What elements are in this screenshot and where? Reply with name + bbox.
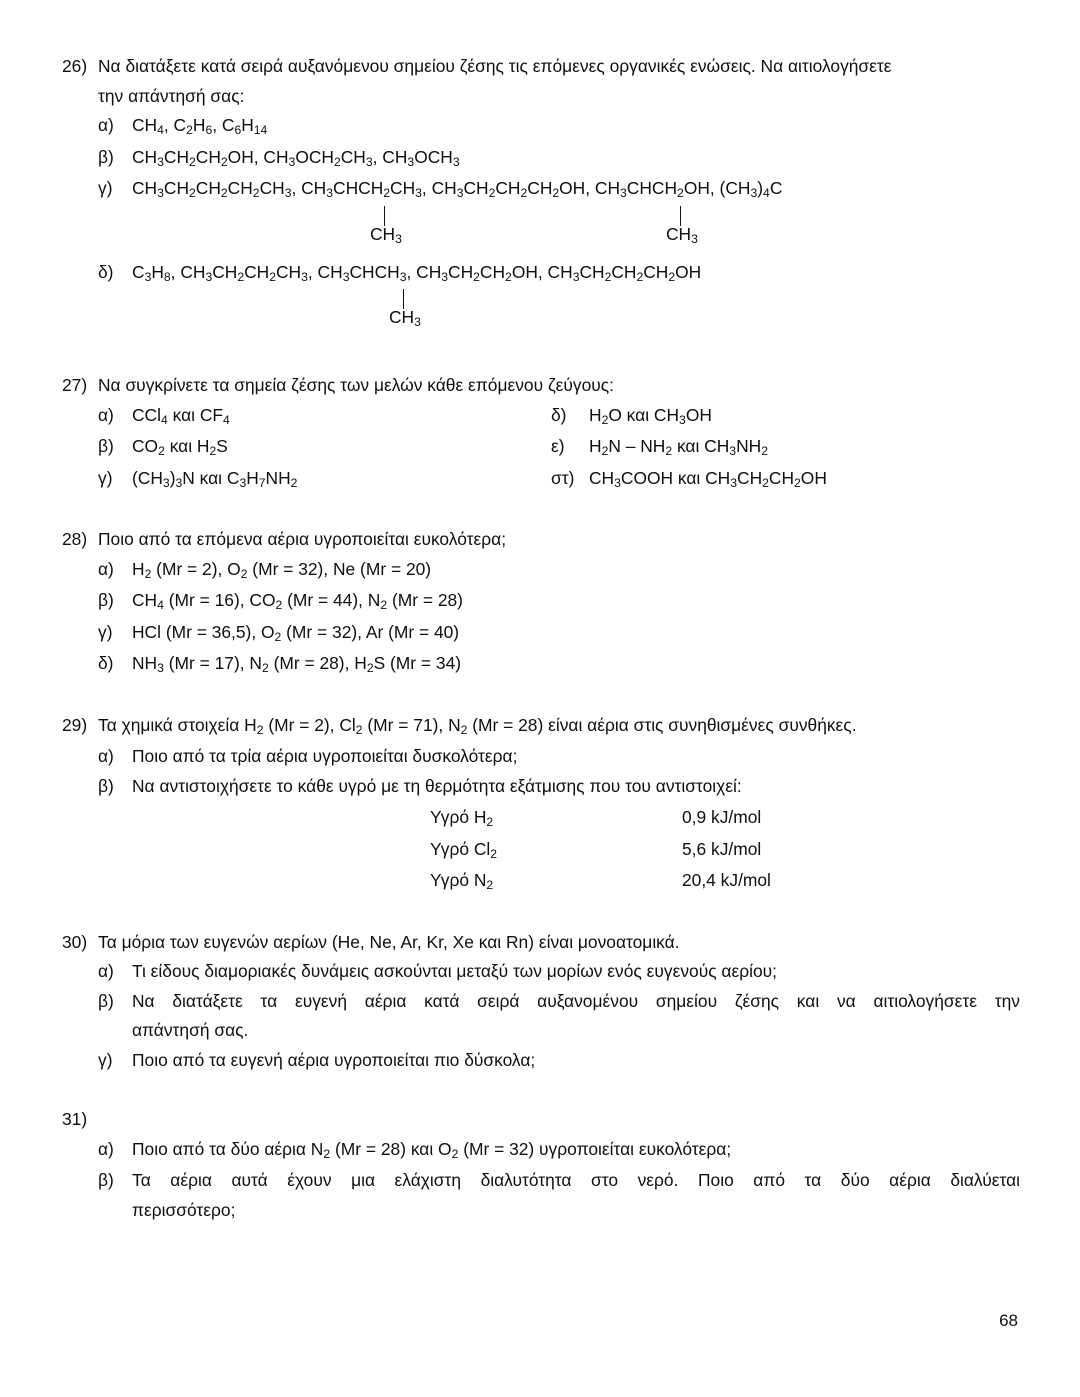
question-29-matching-table	[62, 803, 1020, 898]
item-text: $H_2O$ και $CH_3OH$	[589, 404, 712, 427]
liquid-name: Υγρό $H_2$	[430, 807, 494, 830]
item-text: Ποιο από τα ευγενή αέρια υγροποιείται πιο δύσκολα;	[132, 1049, 536, 1070]
spacer	[62, 341, 1020, 371]
item-label: β)	[98, 990, 114, 1011]
question-27-item-epsilon	[541, 432, 1020, 464]
question-28-item-alpha	[62, 555, 1020, 587]
question-27-left-column	[62, 401, 541, 496]
spacer	[62, 898, 1020, 928]
question-28-item-beta	[62, 586, 1020, 618]
item-label: α)	[98, 115, 114, 135]
spacer	[62, 232, 1020, 258]
spacer	[62, 495, 1020, 525]
item-label: δ)	[98, 653, 114, 673]
question-26-header-cont	[62, 82, 1020, 112]
question-28-header	[62, 525, 1020, 555]
question-27-prompt: Να συγκρίνετε τα σημεία ζέσης των μελών κάθε επόμενου ζεύγους:	[98, 375, 614, 395]
item-label: α)	[98, 961, 114, 981]
question-31-item-alpha	[62, 1135, 1020, 1167]
question-26-prompt-line1: Να διατάξετε κατά σειρά αυξανόμενου σημείου ζέσης τις επόμενες οργανικές ενώσεις. Να αιτιολογήσετε	[98, 56, 892, 76]
document-body	[62, 52, 1020, 1225]
question-31-number: 31)	[62, 1109, 88, 1129]
item-text: $CO_2$ και $H_2S$	[132, 436, 228, 459]
item-text: $CH_3CH_2CH_2OH$, $CH_3OCH_2CH_3$, $CH_3OCH_3$	[132, 146, 460, 169]
question-26-gamma-branches	[62, 206, 1020, 246]
question-30-item-alpha	[62, 957, 1020, 987]
question-28-number: 28)	[62, 529, 88, 549]
question-27-item-gamma	[62, 464, 541, 496]
question-26-header	[62, 52, 1020, 82]
item-label: β)	[98, 436, 114, 456]
question-27-item-beta	[62, 432, 541, 464]
item-label: γ)	[98, 621, 113, 642]
question-26-item-delta	[62, 258, 1020, 290]
item-text: $NH_3$ (Mr = 17), $N_2$ (Mr = 28), $H_2S$ (Mr = 34)	[132, 653, 462, 676]
item-text-line2: απάντησή σας.	[132, 1020, 249, 1040]
item-label: γ)	[98, 1049, 113, 1070]
table-row	[62, 866, 1020, 898]
question-31-item-beta	[62, 1166, 1020, 1225]
table-row	[62, 835, 1020, 867]
item-text: CCl$_4$ και $CF_4$	[132, 404, 230, 427]
question-30-prompt: Τα μόρια των ευγενών αερίων (He, Ne, Ar, Kr, Xe και Rn) είναι μονοατομικά.	[98, 931, 680, 952]
question-30	[62, 928, 1020, 1076]
question-30-header	[62, 928, 1020, 958]
question-27-right-column	[541, 401, 1020, 496]
spacer	[62, 315, 1020, 341]
question-27-item-stigma	[541, 464, 1020, 496]
spacer	[62, 681, 1020, 711]
question-31-header	[62, 1105, 1020, 1135]
liquid-name: Υγρό $N_2$	[430, 870, 494, 893]
question-27	[62, 371, 1020, 495]
question-27-item-delta	[541, 401, 1020, 433]
item-text: Τι είδους διαμοριακές δυνάμεις ασκούνται μεταξύ των μορίων ενός ευγενούς αερίου;	[132, 961, 778, 981]
question-28	[62, 525, 1020, 681]
item-text	[132, 987, 1020, 1046]
question-28-item-delta	[62, 649, 1020, 681]
question-29-number: 29)	[62, 714, 88, 735]
spacer	[62, 1075, 1020, 1105]
page-number: 68	[999, 1311, 1018, 1330]
enthalpy-value: 5,6 kJ/mol	[682, 838, 762, 859]
item-text: HCl (Mr = 36,5), $O_2$ (Mr = 32), Ar (Mr = 40)	[132, 621, 460, 644]
question-27-columns	[62, 401, 1020, 496]
question-27-header	[62, 371, 1020, 401]
enthalpy-value: 20,4 kJ/mol	[682, 870, 771, 890]
question-29-item-alpha	[62, 742, 1020, 772]
question-26-prompt-line2: την απάντησή σας:	[98, 85, 245, 106]
item-text: $CH_4$ (Mr = 16), $CO_2$ (Mr = 44), $N_2$ (Mr = 28)	[132, 590, 463, 613]
item-label: β)	[98, 775, 114, 796]
item-text: Ποιο από τα δύο αέρια $N_2$ (Mr = 28) και $O_2$ (Mr = 32) υγροποιείται ευκολότερα;	[132, 1138, 732, 1161]
branch-label: $CH_3$	[666, 223, 698, 246]
question-29-header	[62, 711, 1020, 743]
question-29	[62, 711, 1020, 898]
branch-label: $CH_3$	[370, 223, 402, 246]
item-text-line1: Τα αέρια αυτά έχουν μια ελάχιστη διαλυτότητα στο νερό. Ποιο από τα δύο αέρια διαλύεται	[132, 1170, 1020, 1190]
liquid-name: Υγρό $Cl_2$	[430, 838, 498, 861]
question-30-item-gamma	[62, 1046, 1020, 1076]
item-text-line2: περισσότερο;	[132, 1199, 236, 1220]
item-label: ε)	[551, 436, 565, 456]
item-label: δ)	[551, 404, 567, 425]
item-label: α)	[98, 746, 114, 766]
item-label: δ)	[98, 261, 114, 282]
item-label: γ)	[98, 178, 113, 198]
item-text: $(CH_3)_3N$ και $C_3H_7NH_2$	[132, 467, 298, 490]
item-text	[132, 1166, 1020, 1225]
item-label: γ)	[98, 467, 113, 488]
item-label: στ)	[551, 467, 575, 488]
question-26-item-gamma	[62, 174, 1020, 206]
item-text: $H_2$ (Mr = 2), $O_2$ (Mr = 32), Ne (Mr = 20)	[132, 558, 432, 581]
question-27-item-alpha	[62, 401, 541, 433]
item-text: Να αντιστοιχήσετε το κάθε υγρό με τη θερμότητα εξάτμισης που του αντιστοιχεί:	[132, 775, 742, 796]
question-26-item-alpha	[62, 111, 1020, 143]
item-text: Ποιο από τα τρία αέρια υγροποιείται δυσκολότερα;	[132, 746, 518, 766]
question-30-number: 30)	[62, 931, 88, 952]
item-text: $CH_4$, $C_2H_6$, $C_6H_{14}$	[132, 115, 268, 138]
branch-label: $CH_3$	[389, 307, 421, 330]
item-label: β)	[98, 146, 114, 167]
question-30-item-beta	[62, 987, 1020, 1046]
question-29-item-beta	[62, 772, 1020, 802]
item-text: $H_2N - NH_2$ και $CH_3NH_2$	[589, 436, 768, 459]
question-31	[62, 1105, 1020, 1225]
item-text-line1: Να διατάξετε τα ευγενή αέρια κατά σειρά αυξανομένου σημείου ζέσης και να αιτιολογήσετε την	[132, 990, 1020, 1011]
question-26-item-beta	[62, 143, 1020, 175]
question-28-item-gamma	[62, 618, 1020, 650]
item-label: α)	[98, 1138, 114, 1159]
question-29-prompt: Τα χημικά στοιχεία $H_2$ (Mr = 2), $Cl_2$ (Mr = 71), $N_2$ (Mr = 28) είναι αέρια στις συνηθισμένες συνθήκες.	[98, 714, 857, 737]
item-label: α)	[98, 558, 114, 579]
item-label: β)	[98, 1170, 114, 1190]
question-28-prompt: Ποιο από τα επόμενα αέρια υγροποιείται ευκολότερα;	[98, 529, 507, 549]
item-text: $CH_3COOH$ και $CH_3CH_2CH_2OH$	[589, 467, 827, 490]
question-26-number: 26)	[62, 56, 88, 76]
question-26	[62, 52, 1020, 341]
item-text: $CH_3CH_2CH_2CH_2CH_3$, $CH_3CHCH_2CH_3$, $CH_3CH_2CH_2CH_2OH$, $CH_3CHCH_2OH$, $(CH_3)_4C$	[132, 178, 783, 201]
table-row	[62, 803, 1020, 835]
question-27-number: 27)	[62, 375, 88, 395]
item-text: $C_3H_8$, $CH_3CH_2CH_2CH_3$, $CH_3CHCH_3$, $CH_3CH_2CH_2OH$, $CH_3CH_2CH_2CH_2OH$	[132, 261, 702, 284]
item-label: β)	[98, 590, 114, 610]
question-26-delta-branches	[62, 289, 1020, 330]
enthalpy-value: 0,9 kJ/mol	[682, 807, 762, 827]
item-label: α)	[98, 404, 114, 425]
